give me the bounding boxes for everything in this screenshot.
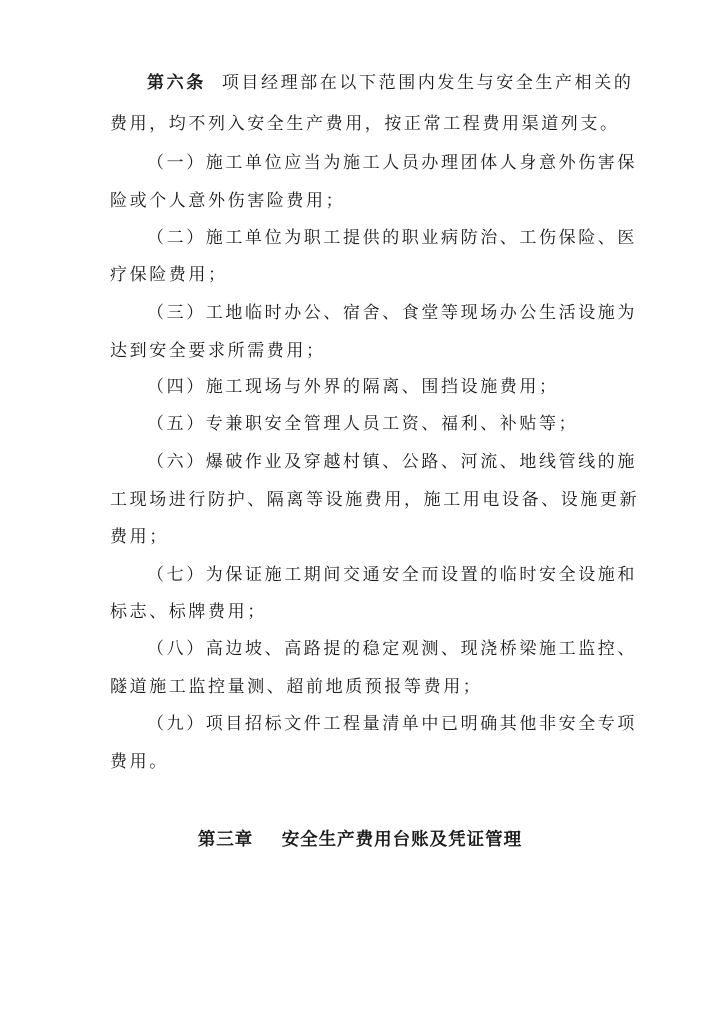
list-item-1-line-1: （一）施工单位应当为施工人员办理团体人身意外伤害保	[147, 153, 637, 173]
chapter-title: 安全生产费用台账及凭证管理	[281, 830, 523, 850]
chapter-heading	[0, 828, 720, 852]
list-item-3-line-2: 达到安全要求所需费用；	[110, 341, 326, 361]
list-item-7-line-1: （七）为保证施工期间交通安全而设置的临时安全设施和	[147, 565, 637, 585]
list-item-5-line-1: （五）专兼职安全管理人员工资、福利、补贴等；	[147, 414, 579, 434]
article-label: 第六条	[147, 73, 206, 93]
list-item-6-line-3: 费用；	[110, 527, 169, 547]
list-item-9-line-2: 费用。	[110, 752, 169, 772]
list-item-8-line-2: 隧道施工监控量测、超前地质预报等费用；	[110, 677, 483, 697]
list-item-3-line-1: （三）工地临时办公、宿舍、食堂等现场办公生活设施为	[147, 303, 637, 323]
list-item-6-line-1: （六）爆破作业及穿越村镇、公路、河流、地线管线的施	[147, 452, 637, 472]
list-item-1-line-2: 险或个人意外伤害险费用；	[110, 191, 346, 211]
list-item-7-line-2: 标志、标牌费用；	[110, 602, 267, 622]
list-item-6-line-2: 工现场进行防护、隔离等设施费用，施工用电设备、设施更新	[110, 490, 640, 510]
list-item-2-line-2: 疗保险费用；	[110, 265, 228, 285]
article-text-line-2: 费用，均不列入安全生产费用，按正常工程费用渠道列支。	[110, 114, 620, 134]
list-item-4-line-1: （四）施工现场与外界的隔离、围挡设施费用；	[147, 377, 559, 397]
list-item-2-line-1: （二）施工单位为职工提供的职业病防治、工伤保险、医	[147, 228, 637, 248]
article-first-line	[147, 72, 633, 94]
article-text-line-1: 项目经理部在以下范围内发生与安全生产相关的	[221, 73, 634, 93]
list-item-8-line-1: （八）高边坡、高路提的稳定观测、现浇桥梁施工监控、	[147, 639, 637, 659]
chapter-number: 第三章	[197, 830, 254, 850]
list-item-9-line-1: （九）项目招标文件工程量清单中已明确其他非安全专项	[147, 714, 637, 734]
